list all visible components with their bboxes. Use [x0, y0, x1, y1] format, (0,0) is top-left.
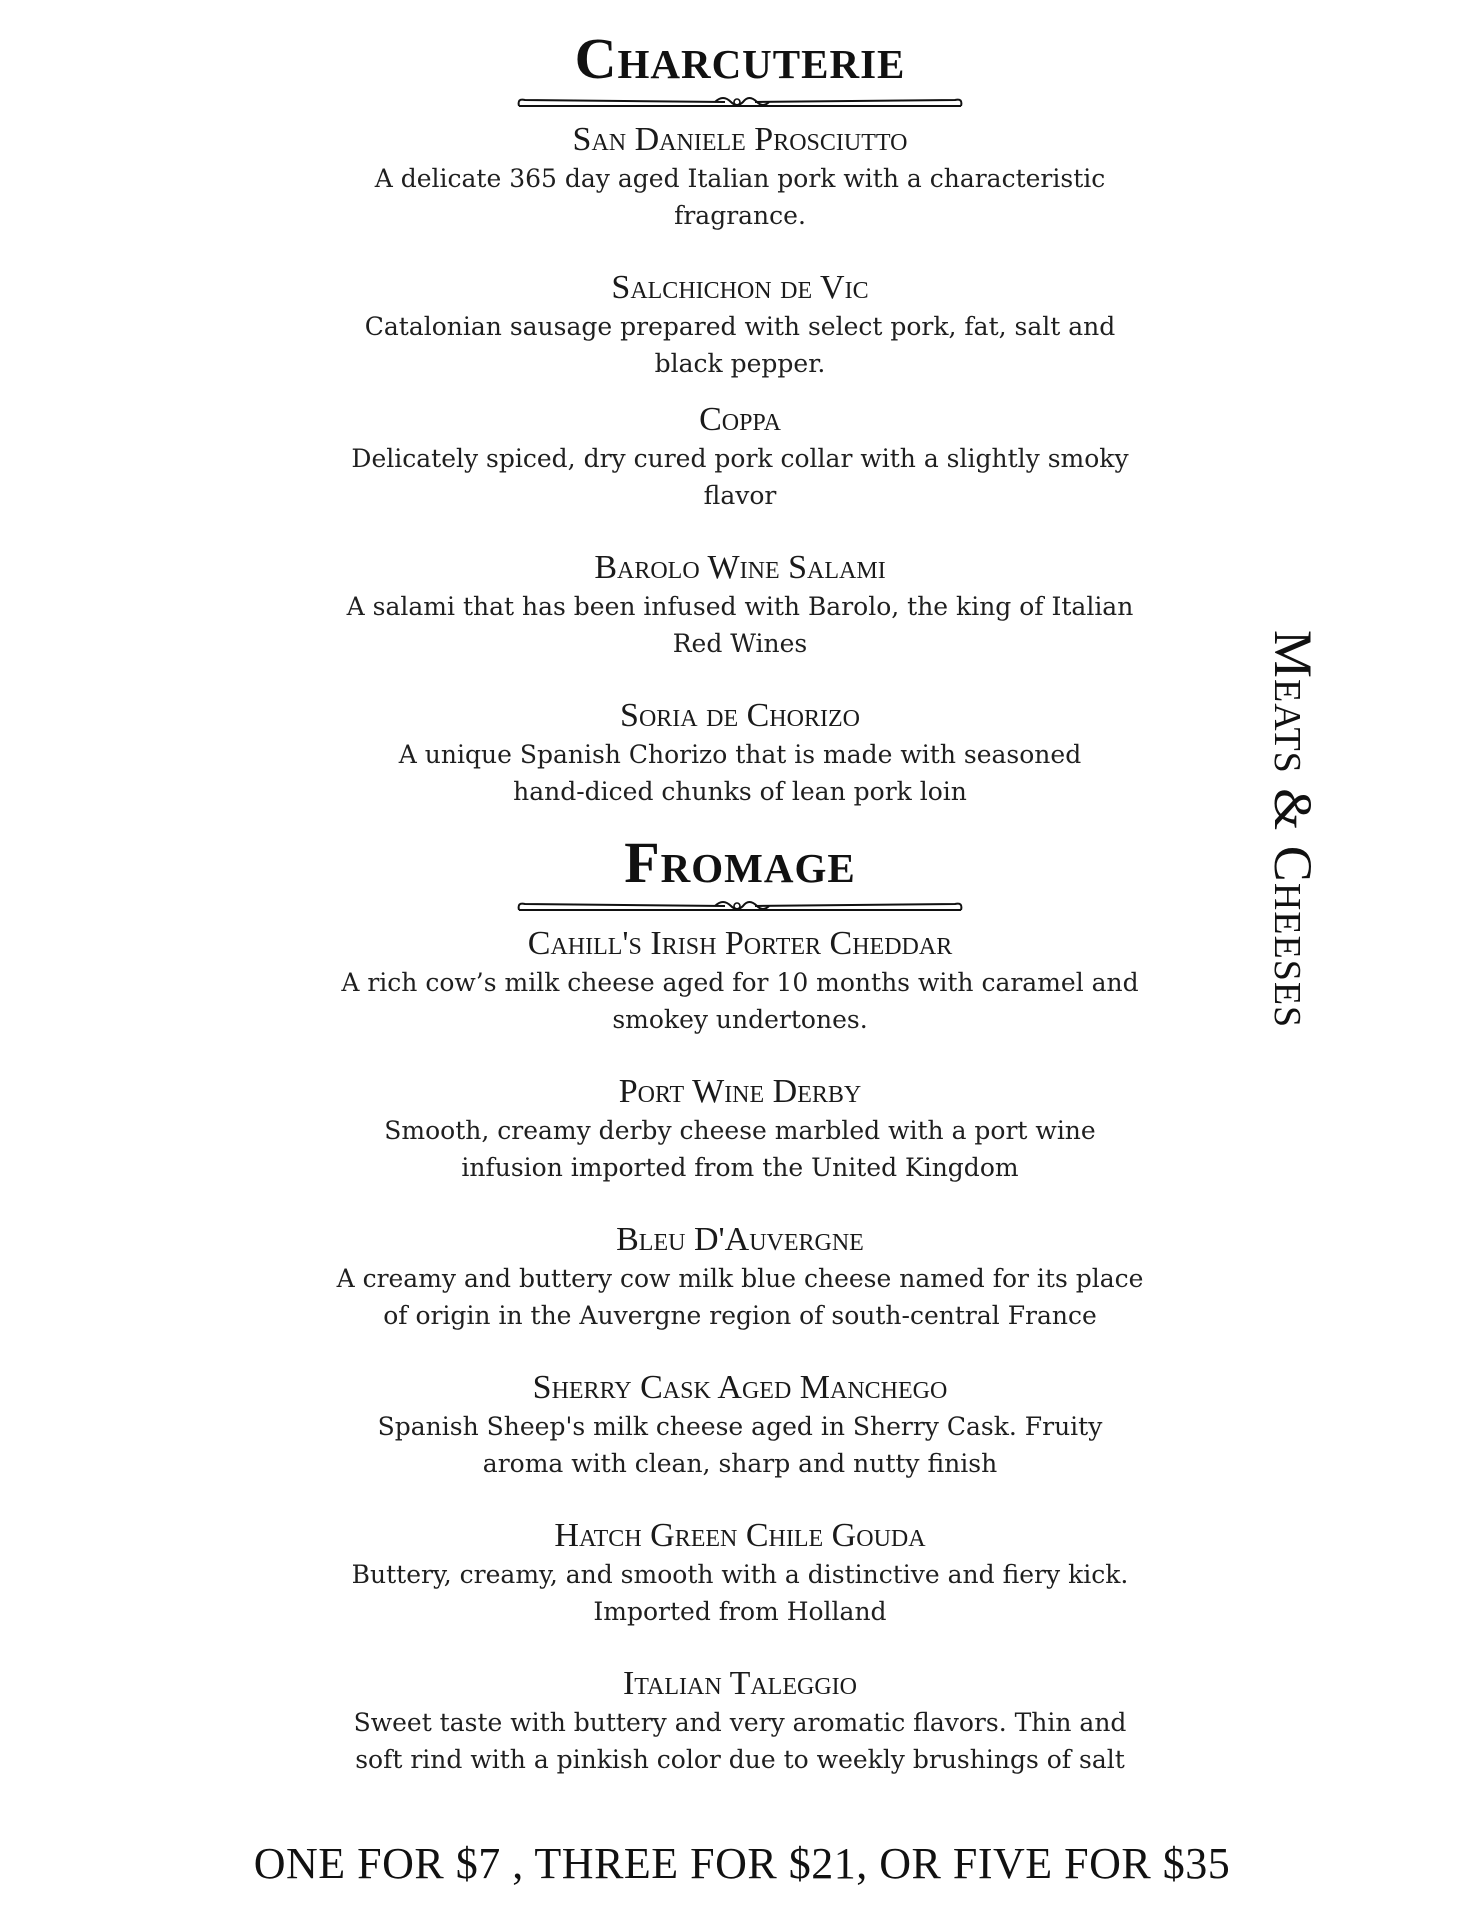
item-name: Hatch Green Chile Gouda	[554, 1517, 926, 1554]
item-description: Sweet taste with buttery and very aromatic flavors. Thin and	[353, 1708, 1127, 1737]
item-description: aroma with clean, sharp and nutty finish	[482, 1449, 998, 1478]
item-description: infusion imported from the United Kingdom	[461, 1153, 1019, 1182]
item-description: Catalonian sausage prepared with select pork, fat, salt and	[364, 312, 1116, 341]
fromage-header	[270, 832, 1210, 920]
item-description: A rich cow’s milk cheese aged for 10 months with caramel and	[341, 968, 1139, 997]
item-description: A delicate 365 day aged Italian pork with a characteristic	[374, 164, 1106, 193]
item-name: Bleu D'Auvergne	[616, 1221, 864, 1258]
menu-item	[270, 400, 1210, 514]
item-name: Soria de Chorizo	[620, 697, 860, 734]
item-name: Port Wine Derby	[618, 1073, 862, 1110]
item-description: A creamy and buttery cow milk blue cheese named for its place	[336, 1264, 1144, 1293]
item-description: A unique Spanish Chorizo that is made with seasoned	[398, 740, 1082, 769]
menu-item	[270, 924, 1210, 1038]
item-name: Salchichon de Vic	[611, 269, 869, 306]
menu-item	[270, 1220, 1210, 1334]
menu-item	[270, 1664, 1210, 1778]
item-name: Italian Taleggio	[622, 1665, 857, 1702]
section-title-fromage: Fromage	[624, 830, 856, 895]
item-description: Spanish Sheep's milk cheese aged in Sherry Cask. Fruity	[377, 1412, 1103, 1441]
item-name: Sherry Cask Aged Manchego	[532, 1369, 948, 1406]
item-description: Delicately spiced, dry cured pork collar with a slightly smoky	[351, 444, 1129, 473]
menu-item	[270, 548, 1210, 662]
item-description: fragrance.	[674, 201, 806, 230]
item-description: Red Wines	[672, 629, 808, 658]
item-description: soft rind with a pinkish color due to weekly brushings of salt	[355, 1745, 1125, 1774]
side-label-meats-cheeses: Meats & Cheeses	[1263, 630, 1323, 1029]
item-name: San Daniele Prosciutto	[572, 121, 908, 158]
item-name: Cahill's Irish Porter Cheddar	[527, 925, 953, 962]
item-description: flavor	[703, 481, 777, 510]
item-description: Smooth, creamy derby cheese marbled with a port wine	[384, 1116, 1096, 1145]
charcuterie-header	[270, 28, 1210, 116]
section-title-charcuterie: Charcuterie	[574, 26, 906, 91]
menu-item	[270, 268, 1210, 382]
menu-item	[270, 696, 1210, 810]
item-name: Coppa	[699, 401, 781, 438]
item-description: of origin in the Auvergne region of south-central France	[383, 1301, 1097, 1330]
item-description: smokey undertones.	[612, 1005, 868, 1034]
item-description: black pepper.	[654, 349, 826, 378]
menu-item	[270, 120, 1210, 234]
ornament-divider-icon	[515, 90, 965, 116]
ornament-divider-icon	[515, 894, 965, 920]
item-description: Buttery, creamy, and smooth with a distinctive and fiery kick.	[351, 1560, 1129, 1589]
menu-item	[270, 1368, 1210, 1482]
menu-item	[270, 1072, 1210, 1186]
menu-item	[270, 1516, 1210, 1630]
price-line: ONE FOR $7 , THREE FOR $21, OR FIVE FOR $35	[253, 1839, 1231, 1888]
item-name: Barolo Wine Salami	[594, 549, 886, 586]
item-description: A salami that has been infused with Barolo, the king of Italian	[346, 592, 1134, 621]
item-description: Imported from Holland	[593, 1597, 887, 1626]
item-description: hand-diced chunks of lean pork loin	[513, 777, 967, 806]
